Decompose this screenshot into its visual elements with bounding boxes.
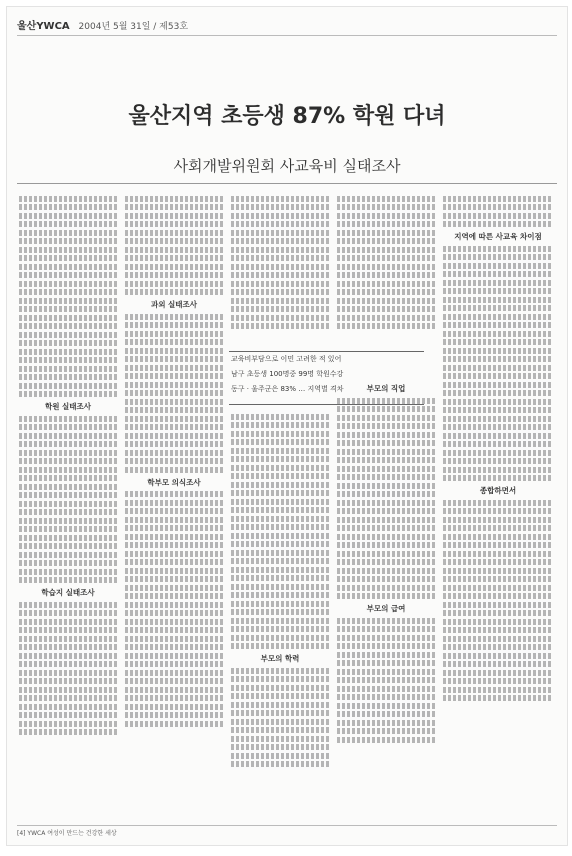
pull-quote-line: 교육비부담으로 이민 고려한 적 있어 bbox=[231, 355, 342, 363]
newsletter-page bbox=[6, 6, 568, 846]
section-heading: 학부모 의식조사 bbox=[147, 477, 201, 487]
article-title: 울산지역 초등생 87% 학원 다녀 bbox=[128, 104, 446, 129]
title-divider bbox=[17, 183, 557, 184]
page-footer: [4] YWCA 여성이 만드는 건강한 세상 bbox=[17, 825, 557, 837]
section-heading: 부모의 학력 bbox=[260, 654, 300, 663]
issue-info: 2004년 5월 31일 / 제53호 bbox=[78, 22, 189, 32]
section-heading: 부모의 급여 bbox=[366, 604, 406, 613]
ywca-logo: 울산YWCA bbox=[17, 21, 70, 32]
section-heading: 학원 실태조사 bbox=[44, 402, 92, 411]
page-header bbox=[17, 17, 557, 36]
pull-quote-line: 동구 · 울주군은 83% … 지역별 격차 bbox=[231, 385, 344, 393]
body-column-3-bottom bbox=[231, 411, 329, 816]
body-column-4-top bbox=[337, 193, 435, 351]
section-heading: 부모의 직업 bbox=[366, 384, 406, 393]
article-subtitle: 사회개발위원회 사교육비 실태조사 bbox=[173, 157, 401, 175]
body-column-5 bbox=[443, 193, 553, 818]
body-column-1 bbox=[19, 193, 117, 818]
body-column-4-bottom bbox=[337, 379, 435, 816]
section-heading: 학습지 실태조사 bbox=[41, 588, 95, 597]
section-heading: 지역에 따른 사교육 차이점 bbox=[454, 232, 542, 241]
section-heading: 과외 실태조사 bbox=[150, 300, 198, 309]
body-column-3-top bbox=[231, 193, 329, 351]
body-column-2 bbox=[125, 193, 223, 818]
pull-quote-line: 남구 초등생 100명중 99명 학원수강 bbox=[231, 370, 344, 378]
section-heading: 종합하면서 bbox=[479, 486, 517, 495]
